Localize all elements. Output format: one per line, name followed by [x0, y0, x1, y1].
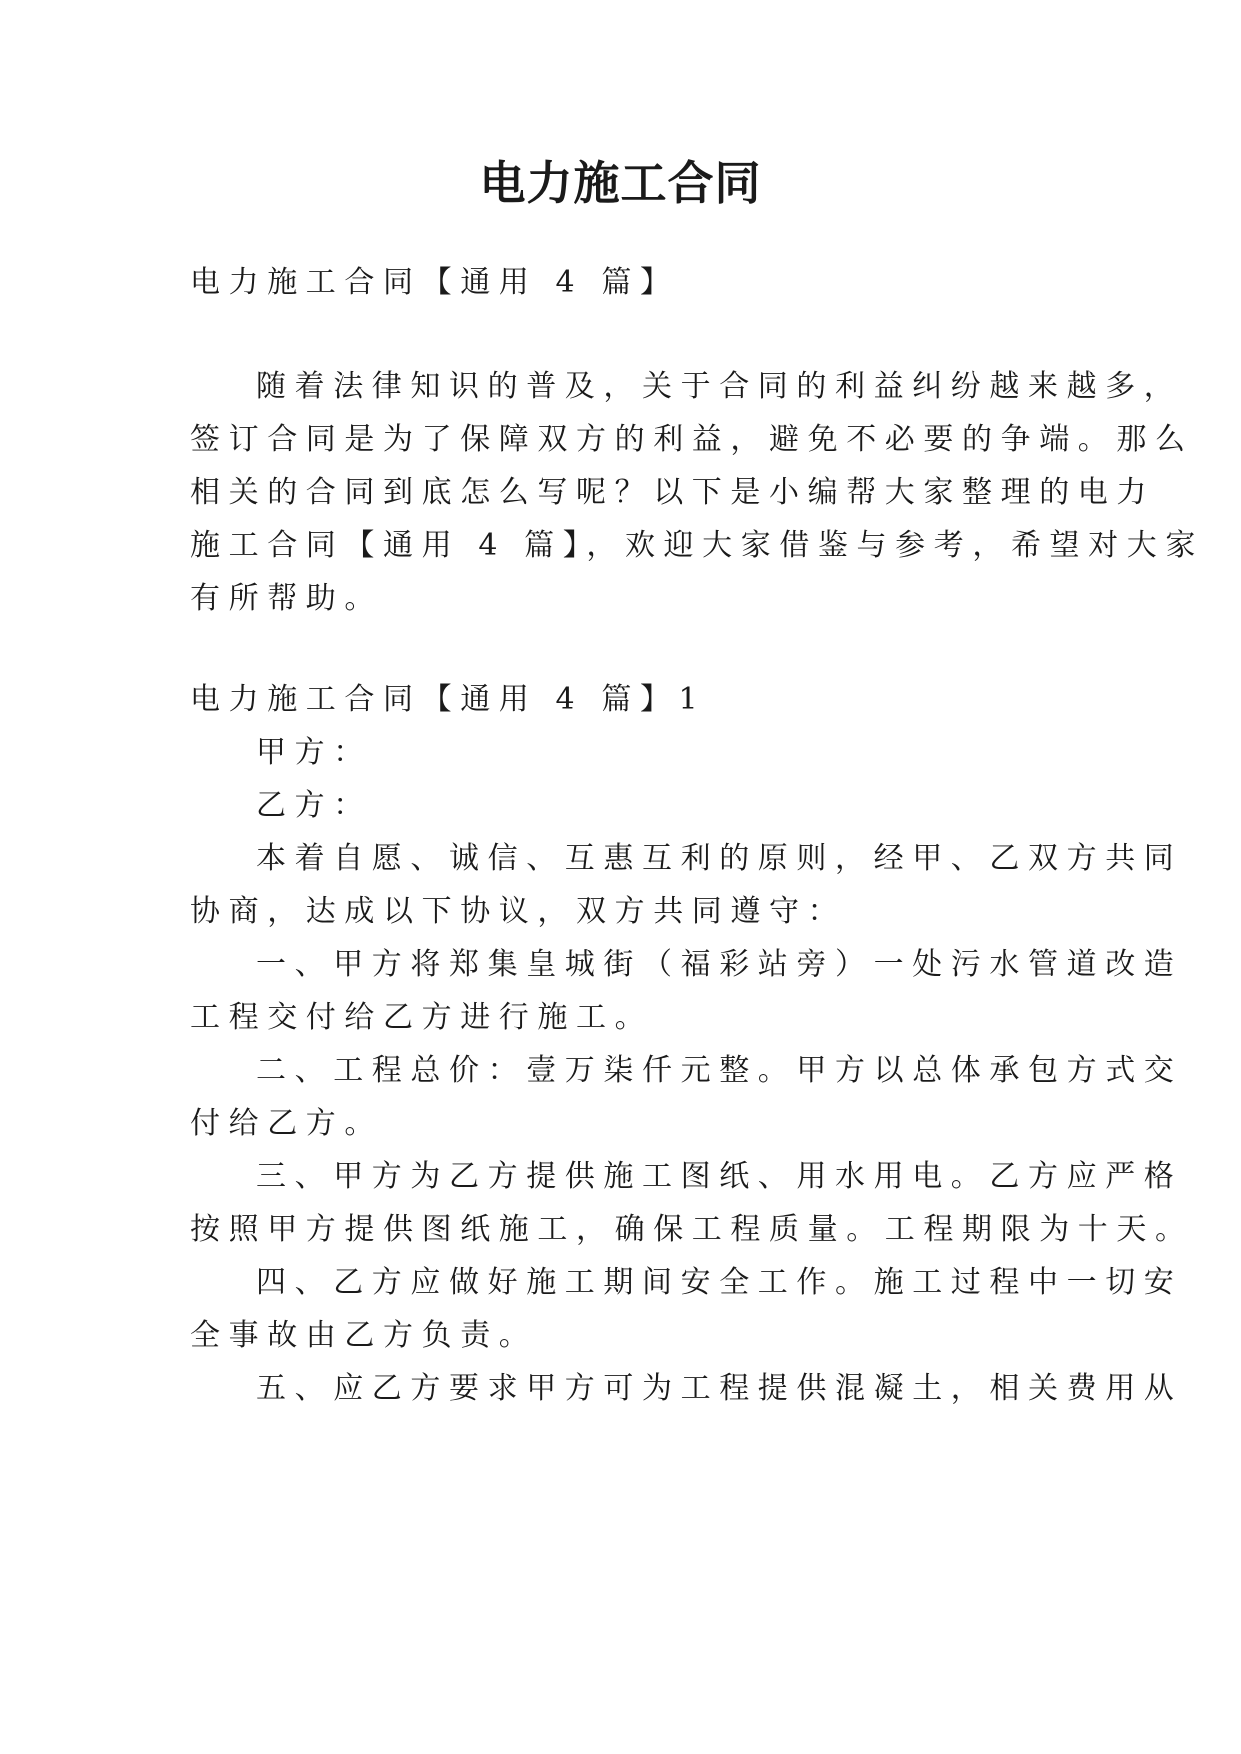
intro-line: 随着法律知识的普及，关于合同的利益纠纷越来越多，	[256, 369, 1183, 404]
body-line: 二、工程总价：壹万柒仟元整。甲方以总体承包方式交	[256, 1053, 1183, 1088]
body-line: 协商，达成以下协议，双方共同遵守：	[190, 894, 847, 929]
body-line: 工程交付给乙方进行施工。	[190, 1000, 654, 1035]
body-line: 三、甲方为乙方提供施工图纸、用水用电。乙方应严格	[256, 1159, 1183, 1194]
body-line: 四、乙方应做好施工期间安全工作。施工过程中一切安	[256, 1265, 1183, 1300]
body-line: 五、应乙方要求甲方可为工程提供混凝土，相关费用从	[256, 1371, 1183, 1406]
party-b-label: 乙方：	[256, 788, 372, 823]
body-line: 付给乙方。	[190, 1106, 383, 1141]
party-a-label: 甲方：	[256, 735, 372, 770]
section-heading: 电力施工合同【通用 4 篇】1	[190, 682, 707, 717]
body-line: 全事故由乙方负责。	[190, 1318, 538, 1353]
intro-line: 相关的合同到底怎么写呢？以下是小编帮大家整理的电力	[190, 475, 1155, 510]
intro-line: 施工合同【通用 4 篇】，欢迎大家借鉴与参考，希望对大家	[190, 528, 1204, 563]
document-title: 电力施工合同	[479, 156, 762, 210]
document-subtitle: 电力施工合同【通用 4 篇】	[190, 265, 679, 300]
body-line: 本着自愿、诚信、互惠互利的原则，经甲、乙双方共同	[256, 841, 1183, 876]
body-line: 按照甲方提供图纸施工，确保工程质量。工程期限为十天。	[190, 1212, 1194, 1247]
body-line: 一、甲方将郑集皇城街（福彩站旁）一处污水管道改造	[256, 947, 1183, 982]
intro-line: 签订合同是为了保障双方的利益，避免不必要的争端。那么	[190, 422, 1194, 457]
intro-line: 有所帮助。	[190, 581, 383, 616]
